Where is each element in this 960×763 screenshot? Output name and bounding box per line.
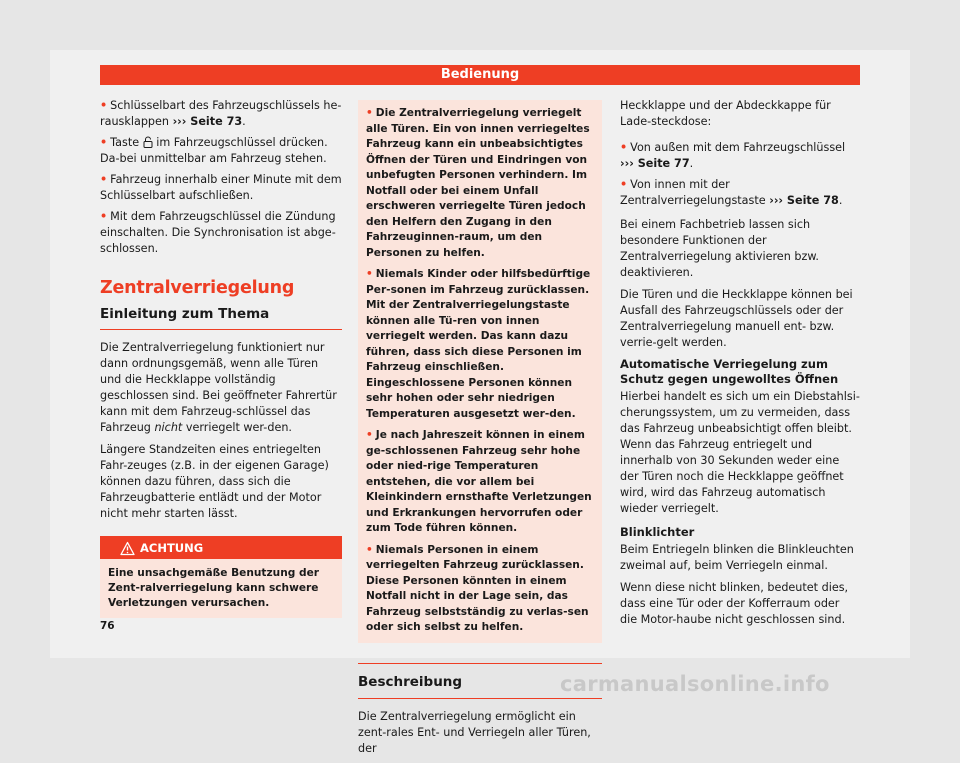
section-title: Zentralverriegelung — [100, 278, 295, 298]
bullet-icon: • — [100, 210, 108, 223]
warning-continuation-box — [358, 100, 602, 643]
list-item: • Mit dem Fahrzeugschlüssel die Zündung einschalten. Die Synchronisation ist abge-schlossen. — [100, 210, 336, 255]
paragraph: Bei einem Fachbetrieb lassen sich besondere Funktionen der Zentralverriegelung aktivieren bzw. deaktivieren. — [620, 218, 819, 279]
warning-triangle-icon — [120, 541, 135, 556]
bullet-icon: • — [620, 178, 628, 191]
bullet-icon: • — [366, 107, 373, 119]
list-item: • Je nach Jahreszeit können in einem ge-schlossenen Fahrzeug sehr hohe oder nied-rige Temperaturen entstehen, die vor allem bei Kleinkindern ernsthafte Verletzungen und Erkrankungen hervorrufen oder zum Tode führen können. — [366, 429, 592, 534]
page-number: 76 — [100, 620, 115, 632]
warning-header — [100, 538, 342, 559]
bullet-icon: • — [620, 141, 628, 154]
bullet-icon: • — [100, 99, 108, 112]
list-item: • Von innen mit der Zentralverriegelungstaste ››› Seite 78. — [620, 178, 843, 207]
lock-open-icon — [143, 136, 153, 148]
warning-text: Eine unsachgemäße Benutzung der Zent-ralverriegelung kann schwere Verletzungen verursachen. — [100, 559, 342, 618]
list-item: • Taste im Fahrzeugschlüssel drücken. Da-bei unmittelbar am Fahrzeug stehen. — [100, 136, 328, 165]
page-reference-link[interactable]: ››› Seite 73 — [172, 115, 243, 128]
column-middle — [358, 100, 602, 763]
warning-label: ACHTUNG — [140, 541, 204, 555]
bullet-icon: • — [366, 429, 373, 441]
subsection-title: Beschreibung — [358, 663, 602, 699]
watermark: carmanualsonline.info — [560, 672, 830, 696]
page-header — [100, 65, 860, 85]
paragraph: Hierbei handelt es sich um ein Diebstahlsi-cherungssystem, um zu vermeiden, dass das Fahrzeug unbeabsichtigt offen bleibt. Wenn das Fahrzeug entriegelt und innerhalb von 30 Sekunden weder eine der Türen noch die Heckklappe geöffnet wird, wird das Fahrzeug automatisch wieder verriegelt. — [620, 390, 860, 515]
list-item: • Fahrzeug innerhalb einer Minute mit dem Schlüsselbart aufschließen. — [100, 173, 342, 202]
warning-box — [100, 536, 342, 618]
paragraph: Die Türen und die Heckklappe können bei Ausfall des Fahrzeugschlüssels oder der Zentralverriegelung manuell ent- bzw. verrie-gelt werden. — [620, 288, 853, 349]
column-left — [100, 98, 342, 618]
subsection-title: Einleitung zum Thema — [100, 306, 342, 330]
bullet-icon: • — [100, 136, 108, 149]
list-item: • Niemals Kinder oder hilfsbedürftige Per-sonen im Fahrzeug zurücklassen. Mit der Zentralverriegelungstaste können alle Tü-ren von innen verriegelt werden. Das kann dazu führen, dass sich diese Personen im Fahrzeug einschließen. Eingeschlossene Personen können sehr hohen oder sehr niedrigen Temperaturen ausgesetzt wer-den. — [366, 268, 591, 420]
paragraph: Wenn diese nicht blinken, bedeutet dies, dass eine Tür oder der Kofferraum oder die Motor-haube nicht geschlossen sind. — [620, 581, 849, 626]
list-item: • Schlüsselbart des Fahrzeugschlüssels he-rausklappen ››› Seite 73. — [100, 99, 342, 128]
paragraph: Die Zentralverriegelung funktioniert nur dann ordnungsgemäß, wenn alle Türen und die Heckklappe vollständig geschlossen sind. Bei geöffneter Fahrertür kann mit dem Fahrzeug-schlüssel das Fahrzeug nicht verriegelt wer-den. — [100, 341, 337, 434]
list-item: • Niemals Personen in einem verriegelten Fahrzeug zurücklassen. Diese Personen könnten in einem Notfall nicht in der Lage sein, das Fahrzeug selbstständig zu verlas-sen oder sich selbst zu helfen. — [366, 543, 589, 633]
paragraph: Längere Standzeiten eines entriegelten Fahr-zeuges (z.B. in der eigenen Garage) können dazu führen, dass sich die Fahrzeugbatterie entlädt und der Motor nicht mehr starten lässt. — [100, 443, 329, 520]
column-right — [620, 98, 860, 634]
list-item: • Von außen mit dem Fahrzeugschlüssel ››› Seite 77. — [620, 141, 846, 170]
bullet-icon: • — [100, 173, 108, 186]
paragraph: Heckklappe und der Abdeckkappe für Lade-steckdose: — [620, 99, 831, 128]
paragraph-heading: Blinklichter — [620, 525, 695, 539]
page-reference-link[interactable]: ››› Seite 78 — [769, 194, 839, 207]
paragraph: Die Zentralverriegelung ermöglicht ein zent-rales Ent- und Verriegeln aller Türen, der — [358, 709, 591, 755]
header-title: Bedienung — [440, 67, 520, 82]
paragraph: Beim Entriegeln blinken die Blinkleuchten zweimal auf, beim Verriegeln einmal. — [620, 543, 854, 572]
page-reference-link[interactable]: ››› Seite 77 — [620, 157, 690, 170]
list-item: • Die Zentralverriegelung verriegelt alle Türen. Ein von innen verriegeltes Fahrzeug kann ein unbeabsichtigtes Öffnen der Türen und Eindringen von unbefugten Personen verhindern. Im Notfall oder bei einem Unfall erschweren verriegelte Türen jedoch den Helfern den Zugang in den Fahrzeuginnen-raum, um den Personen zu helfen. — [366, 107, 590, 259]
bullet-icon: • — [366, 268, 373, 280]
paragraph-heading: Automatische Verriegelung zum Schutz gegen ungewolltes Öffnen — [620, 357, 839, 386]
bullet-icon: • — [366, 543, 373, 556]
